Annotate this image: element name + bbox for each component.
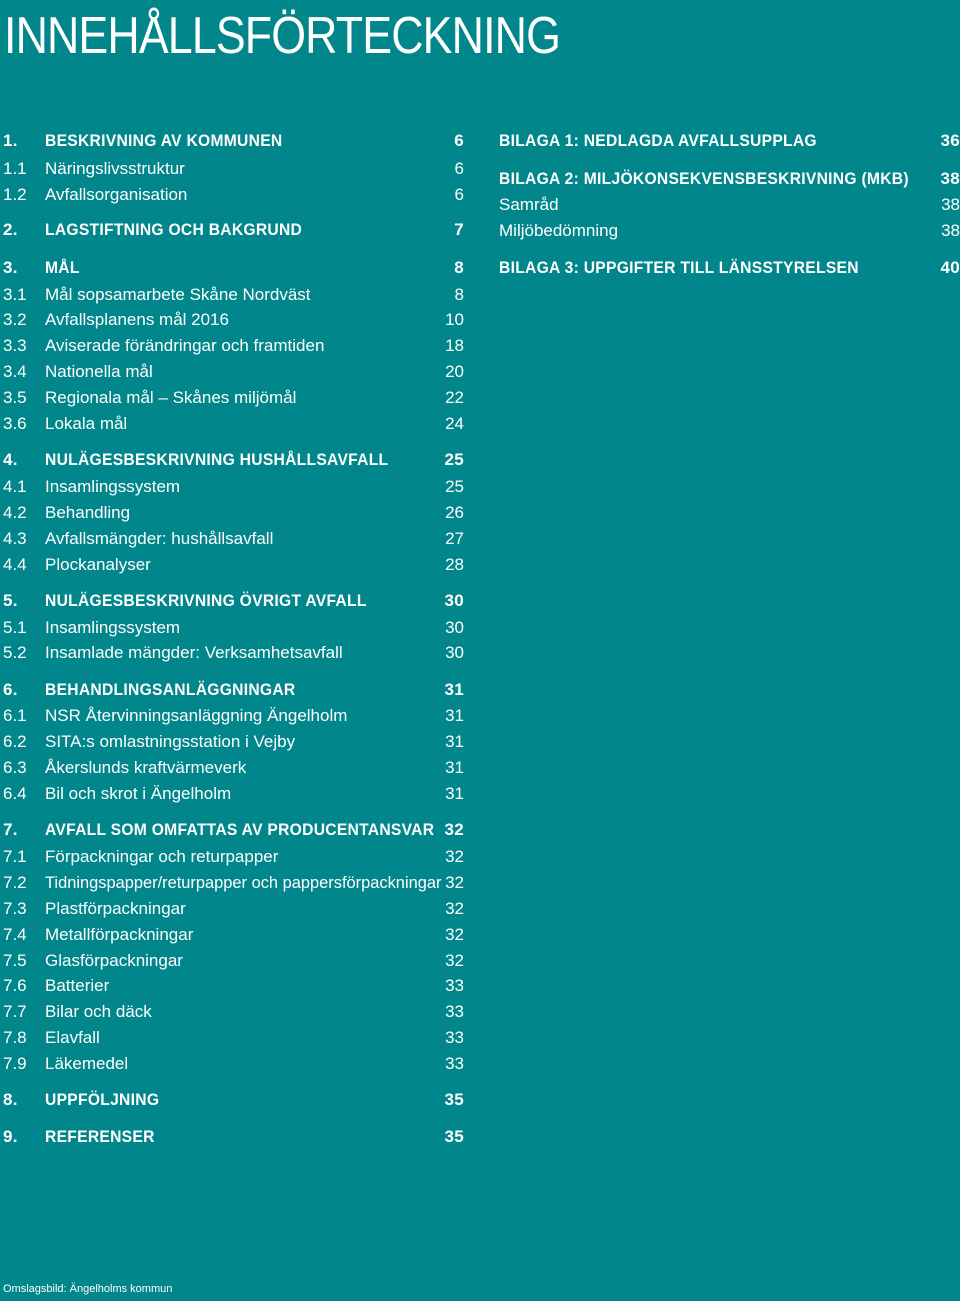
toc-number: 7.3	[3, 899, 27, 918]
toc-page-number: 27	[445, 529, 464, 548]
toc-heading[interactable]	[499, 129, 960, 153]
toc-page-number: 32	[445, 899, 464, 918]
toc-heading[interactable]	[3, 448, 464, 472]
toc-page-number: 20	[445, 362, 464, 381]
toc-heading[interactable]	[3, 218, 464, 242]
toc-page-number: 32	[445, 873, 464, 892]
toc-number: 6.4	[3, 784, 27, 803]
toc-number: 1.2	[3, 185, 27, 204]
toc-title: NSR Återvinningsanläggning Ängelholm	[45, 706, 348, 725]
toc-number: 6.2	[3, 732, 27, 751]
toc-number: 1.1	[3, 159, 27, 178]
toc-page-number: 6	[454, 131, 464, 150]
toc-entry[interactable]	[3, 360, 464, 384]
toc-page-number: 6	[454, 185, 464, 204]
toc-page-number: 33	[445, 1002, 464, 1021]
toc-title: BEHANDLINGSANLÄGGNINGAR	[45, 680, 296, 699]
toc-page-number: 28	[445, 555, 464, 574]
toc-title: Avfallsplanens mål 2016	[45, 310, 229, 329]
toc-entry[interactable]	[3, 923, 464, 947]
toc-entry[interactable]	[3, 845, 464, 869]
toc-title: Bilar och däck	[45, 1002, 152, 1021]
toc-title: Aviserade förändringar och framtiden	[45, 336, 325, 355]
toc-entry[interactable]	[3, 974, 464, 998]
toc-title: REFERENSER	[45, 1127, 155, 1146]
toc-page-number: 26	[445, 503, 464, 522]
toc-entry[interactable]	[3, 897, 464, 921]
toc-entry[interactable]	[3, 871, 464, 895]
toc-entry[interactable]	[3, 756, 464, 780]
toc-page-number: 36	[940, 131, 960, 150]
toc-title: Elavfall	[45, 1028, 100, 1047]
toc-title: MÅL	[45, 258, 80, 277]
page-title: INNEHÅLLSFÖRTECKNING	[4, 7, 561, 65]
toc-title: Nationella mål	[45, 362, 153, 381]
toc-title: Läkemedel	[45, 1054, 129, 1073]
toc-page-number: 22	[445, 388, 464, 407]
toc-page-number: 38	[941, 221, 960, 240]
toc-number: 6.	[3, 680, 18, 699]
toc-title: Näringslivsstruktur	[45, 159, 185, 178]
toc-entry[interactable]	[3, 527, 464, 551]
toc-page-number: 40	[940, 258, 960, 277]
toc-entry[interactable]	[3, 308, 464, 332]
toc-entry[interactable]	[3, 730, 464, 754]
toc-number: 6.1	[3, 706, 27, 725]
toc-number: 5.	[3, 591, 18, 610]
toc-title: BILAGA 2: MILJÖKONSEKVENSBESKRIVNING (MKB)	[499, 169, 909, 188]
toc-number: 5.1	[3, 618, 27, 637]
toc-title: Insamlingssystem	[45, 477, 181, 496]
toc-title: Avfallsmängder: hushållsavfall	[45, 529, 274, 548]
toc-title: Metallförpackningar	[45, 925, 194, 944]
toc-title: AVFALL SOM OMFATTAS AV PRODUCENTANSVAR	[45, 820, 435, 839]
toc-number: 3.6	[3, 414, 27, 433]
toc-title: Insamlingssystem	[45, 618, 181, 637]
toc-page-number: 35	[444, 1090, 464, 1109]
toc-page-number: 8	[454, 258, 464, 277]
toc-number: 9.	[3, 1127, 18, 1146]
toc-entry[interactable]	[3, 782, 464, 806]
toc-entry[interactable]	[3, 641, 464, 665]
toc-page-number: 18	[445, 336, 464, 355]
toc-entry[interactable]	[3, 183, 464, 207]
toc-heading[interactable]	[499, 256, 960, 280]
toc-number: 1.	[3, 131, 18, 150]
toc-page-number: 30	[445, 618, 464, 637]
toc-number: 3.5	[3, 388, 27, 407]
toc-title: Regionala mål – Skånes miljömål	[45, 388, 297, 407]
toc-page-number: 31	[444, 680, 464, 699]
toc-title: Plockanalyser	[45, 555, 151, 574]
toc-entry[interactable]	[3, 501, 464, 525]
toc-page-number: 33	[445, 976, 464, 995]
toc-entry[interactable]	[3, 616, 464, 640]
toc-page-number: 31	[445, 706, 464, 725]
toc-title: Miljöbedömning	[499, 221, 619, 240]
toc-title: Åkerslunds kraftvärmeverk	[45, 758, 247, 777]
toc-number: 4.1	[3, 477, 27, 496]
toc-heading[interactable]	[499, 167, 960, 191]
toc-heading[interactable]	[3, 678, 464, 702]
toc-number: 3.4	[3, 362, 27, 381]
toc-number: 7.9	[3, 1054, 27, 1073]
toc-title: Behandling	[45, 503, 131, 522]
toc-title: BILAGA 1: NEDLAGDA AVFALLSUPPLAG	[499, 131, 817, 150]
toc-page-number: 31	[445, 784, 464, 803]
toc-entry[interactable]	[3, 283, 464, 307]
toc-title: Samråd	[499, 195, 559, 214]
toc-title: UPPFÖLJNING	[45, 1090, 160, 1109]
toc-page-number: 8	[454, 285, 464, 304]
toc-number: 7.	[3, 820, 18, 839]
toc-number: 8.	[3, 1090, 18, 1109]
toc-entry[interactable]	[3, 334, 464, 358]
toc-title: Lokala mål	[45, 414, 128, 433]
toc-number: 7.5	[3, 951, 27, 970]
toc-page-number: 35	[444, 1127, 464, 1146]
toc-heading[interactable]	[3, 1125, 464, 1149]
toc-number: 4.4	[3, 555, 27, 574]
toc-page-number: 33	[445, 1054, 464, 1073]
toc-number: 7.7	[3, 1002, 27, 1021]
toc-number: 4.2	[3, 503, 27, 522]
toc-entry[interactable]	[3, 386, 464, 410]
toc-entry[interactable]	[3, 1000, 464, 1024]
toc-page-number: 7	[454, 220, 464, 239]
toc-entry[interactable]	[3, 1052, 464, 1076]
toc-heading[interactable]	[3, 818, 464, 842]
toc-entry[interactable]	[3, 553, 464, 577]
toc-page-number: 6	[454, 159, 464, 178]
toc-title: Bil och skrot i Ängelholm	[45, 784, 232, 803]
toc-title: Avfallsorganisation	[45, 185, 188, 204]
toc-page-number: 31	[445, 732, 464, 751]
toc-number: 3.2	[3, 310, 27, 329]
toc-title: Mål sopsamarbete Skåne Nordväst	[45, 285, 311, 304]
toc-title: Förpackningar och returpapper	[45, 847, 279, 866]
toc-page-number: 30	[445, 643, 464, 662]
toc-heading[interactable]	[3, 1088, 464, 1112]
toc-page-number: 32	[445, 925, 464, 944]
toc-entry[interactable]	[3, 949, 464, 973]
toc-entry[interactable]	[499, 193, 960, 217]
toc-page-number: 32	[444, 820, 464, 839]
toc-number: 2.	[3, 220, 18, 239]
toc-entry[interactable]	[3, 704, 464, 728]
toc-entry[interactable]	[3, 157, 464, 181]
toc-number: 7.8	[3, 1028, 27, 1047]
toc-number: 3.1	[3, 285, 27, 304]
toc-entry[interactable]	[499, 219, 960, 243]
toc-number: 7.6	[3, 976, 27, 995]
toc-heading[interactable]	[3, 256, 464, 280]
toc-page-number: 10	[445, 310, 464, 329]
toc-page-number: 31	[445, 758, 464, 777]
toc-number: 6.3	[3, 758, 27, 777]
toc-page-number: 32	[445, 951, 464, 970]
toc-number: 7.2	[3, 873, 27, 892]
toc-page-number: 25	[445, 477, 464, 496]
toc-page-number: 33	[445, 1028, 464, 1047]
toc-number: 7.4	[3, 925, 27, 944]
toc-page-number: 24	[445, 414, 464, 433]
toc-title: BESKRIVNING AV KOMMUNEN	[45, 131, 283, 150]
toc-page-number: 38	[941, 195, 960, 214]
toc-number: 4.3	[3, 529, 27, 548]
toc-title: NULÄGESBESKRIVNING ÖVRIGT AVFALL	[45, 591, 367, 610]
toc-title: Insamlade mängder: Verksamhetsavfall	[45, 643, 343, 662]
toc-page-number: 25	[444, 450, 464, 469]
toc-title: BILAGA 3: UPPGIFTER TILL LÄNSSTYRELSEN	[499, 258, 859, 277]
toc-entry[interactable]	[3, 412, 464, 436]
toc-title: Batterier	[45, 976, 110, 995]
toc-page-number: 32	[445, 847, 464, 866]
toc-title: LAGSTIFTNING OCH BAKGRUND	[45, 220, 303, 239]
toc-page-number: 30	[444, 591, 464, 610]
toc-number: 3.3	[3, 336, 27, 355]
toc-page-number: 38	[940, 169, 960, 188]
toc-title: NULÄGESBESKRIVNING HUSHÅLLSAVFALL	[45, 450, 389, 469]
toc-number: 7.1	[3, 847, 27, 866]
toc-title: SITA:s omlastningsstation i Vejby	[45, 732, 296, 751]
toc-heading[interactable]	[3, 589, 464, 613]
toc-entry[interactable]	[3, 1026, 464, 1050]
toc-number: 3.	[3, 258, 18, 277]
toc-entry[interactable]	[3, 475, 464, 499]
toc-title: Plastförpackningar	[45, 899, 186, 918]
cover-credit: Omslagsbild: Ängelholms kommun	[3, 1283, 173, 1295]
toc-title: Tidningspapper/returpapper och pappersförpackningar	[45, 873, 442, 892]
toc-title: Glasförpackningar	[45, 951, 183, 970]
toc-number: 4.	[3, 450, 18, 469]
toc-heading[interactable]	[3, 129, 464, 153]
toc-number: 5.2	[3, 643, 27, 662]
